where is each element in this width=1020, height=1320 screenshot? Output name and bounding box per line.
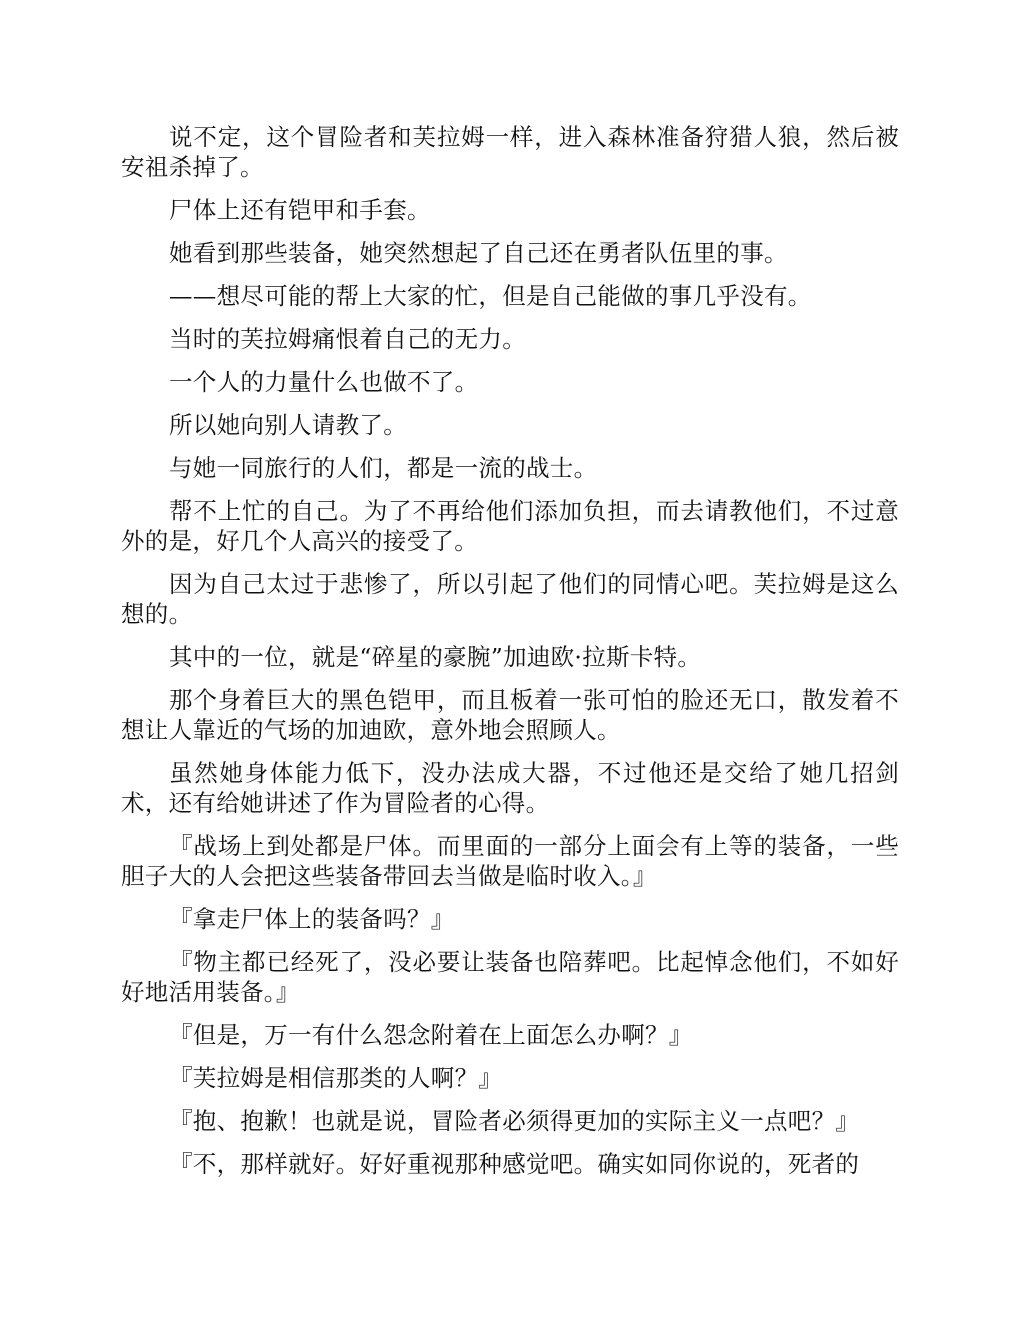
paragraph: 与她一同旅行的人们，都是一流的战士。 (169, 454, 598, 482)
paragraph: 所以她向别人请教了。 (169, 411, 407, 439)
paragraph: 虽然她身体能力低下，没办法成大器，不过他还是交给了她几招剑术，还有给她讲述了作为冒险者的心得。 (121, 759, 899, 817)
paragraph: 『抱、抱歉！也就是说，冒险者必须得更加的实际主义一点吧？』 (169, 1107, 860, 1135)
paragraph: 因为自己太过于悲惨了，所以引起了他们的同情心吧。芙拉姆是这么想的。 (121, 570, 899, 628)
paragraph: 尸体上还有铠甲和手套。 (169, 196, 431, 224)
paragraph: 她看到那些装备，她突然想起了自己还在勇者队伍里的事。 (169, 239, 788, 267)
paragraph: 『拿走尸体上的装备吗？』 (169, 905, 455, 933)
paragraph: 其中的一位，就是“碎星的豪腕”加迪欧·拉斯卡特。 (169, 643, 702, 671)
paragraph: 说不定，这个冒险者和芙拉姆一样，进入森林准备狩猎人狼，然后被安祖杀掉了。 (121, 123, 899, 181)
document-page (121, 122, 899, 1192)
paragraph: 一个人的力量什么也做不了。 (169, 368, 479, 396)
paragraph: 『但是，万一有什么怨念附着在上面怎么办啊？』 (169, 1021, 693, 1049)
paragraph: 那个身着巨大的黑色铠甲，而且板着一张可怕的脸还无口，散发着不想让人靠近的气场的加迪欧，意外地会照顾人。 (121, 686, 899, 744)
paragraph: 『芙拉姆是相信那类的人啊？』 (169, 1064, 503, 1092)
paragraph: 『战场上到处都是尸体。而里面的一部分上面会有上等的装备，一些胆子大的人会把这些装备带回去当做是临时收入。』 (121, 832, 899, 890)
paragraph: 『物主都已经死了，没必要让装备也陪葬吧。比起悼念他们，不如好好地活用装备。』 (121, 948, 899, 1006)
paragraph: ——想尽可能的帮上大家的忙，但是自己能做的事几乎没有。 (169, 282, 812, 310)
paragraph: 帮不上忙的自己。为了不再给他们添加负担，而去请教他们，不过意外的是，好几个人高兴的接受了。 (121, 497, 899, 555)
paragraph: 当时的芙拉姆痛恨着自己的无力。 (169, 325, 526, 353)
paragraph: 『不，那样就好。好好重视那种感觉吧。确实如同你说的，死者的 (169, 1150, 860, 1178)
